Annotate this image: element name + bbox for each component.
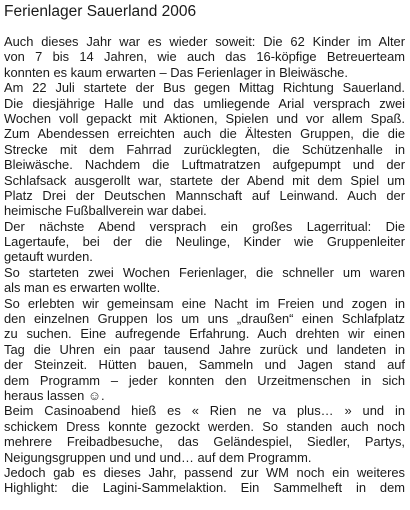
text-line: Die diesjährige Halle und das umliegende Arial versprach zwei <box>4 95 405 111</box>
text-line: Bleiwäsche. Nachdem die Luftmatratzen aufgepumpt und der <box>4 157 405 173</box>
paragraph-two-weeks <box>4 265 405 296</box>
text-line: Strecke mit dem Fahrrad zurücklegten, die Schützenhalle in <box>4 141 405 157</box>
document-page <box>4 2 405 496</box>
text-line: Schlafsack ausgerollt war, startete der Abend mit dem Spiel um <box>4 172 405 188</box>
text-line: Zum Abendessen erreichten auch die Ältesten Gruppen, die die <box>4 126 405 142</box>
text-line: Highlight: die Lagini-Sammelaktion. Ein Sammelheft in dem <box>4 480 405 496</box>
text-line: So starteten zwei Wochen Ferienlager, die schneller um waren <box>4 264 405 280</box>
text-line: konnten es kaum erwarten – Das Ferienlager in Bleiwäsche. <box>4 64 348 80</box>
paragraph-intro <box>4 34 405 80</box>
text-line: Platz Drei der Deutschen Mannschaft auf Leinwand. Auch der <box>4 187 405 203</box>
paragraph-highlight <box>4 465 405 496</box>
text-line: dem Programm – jeder konnten den Urzeitmenschen in sich <box>4 372 405 388</box>
text-line: Neigungsgruppen und und und… auf dem Programm. <box>4 449 312 465</box>
text-line: getauft wurden. <box>4 249 93 265</box>
paragraph-arrival <box>4 80 405 219</box>
text-line: als man es erwarten wollte. <box>4 280 161 296</box>
text-line: Auch dieses Jahr war es wieder soweit: Die 62 Kinder im Alter <box>4 34 405 49</box>
text-line: heraus lassen ☺. <box>4 387 105 403</box>
text-line: So erlebten wir gemeinsam eine Nacht im Freien und zogen in <box>4 295 405 311</box>
text-line: Lagertaufe, bei der die Neulinge, Kinder wie Gruppenleiter <box>4 234 405 250</box>
text-line: zu suchen. Eine aufregende Erfahrung. Auch drehten wir einen <box>4 326 405 342</box>
text-line: Wochen voll gepackt mit Aktionen, Spielen und vor allem Spaß. <box>4 110 405 126</box>
text-line: Jedoch gab es dieses Jahr, passend zur WM noch ein weiteres <box>4 464 405 480</box>
text-line: Tag die Uhren ein paar tausend Jahre zurück und landeten in <box>4 341 405 357</box>
text-line: heimische Fußballverein war dabei. <box>4 203 207 219</box>
paragraph-lagertaufe <box>4 219 405 265</box>
paragraph-adventures <box>4 296 405 404</box>
text-line: den einzelnen Gruppen los um uns „draußen“ einen Schlafplatz <box>4 311 405 327</box>
text-line: Der nächste Abend versprach ein großes Lagerritual: Die <box>4 218 405 234</box>
document-title: Ferienlager Sauerland 2006 <box>4 3 197 20</box>
paragraph-casino <box>4 403 405 465</box>
text-line: der Steinzeit. Hütten bauen, Sammeln und Jagen stand auf <box>4 357 405 373</box>
text-line: Am 22 Juli startete der Bus gegen Mittag Richtung Sauerland. <box>4 80 405 96</box>
text-line: mehrere Freibadbesuche, das Geländespiel, Siedler, Partys, <box>4 434 405 450</box>
text-line: von 7 bis 14 Jahren, wie auch das 16-köpfige Betreuerteam <box>4 49 405 65</box>
text-line: schickem Dress konnte gezockt werden. So standen auch noch <box>4 418 405 434</box>
text-line: Beim Casinoabend hieß es « Rien ne va plus… » und in <box>4 403 405 419</box>
